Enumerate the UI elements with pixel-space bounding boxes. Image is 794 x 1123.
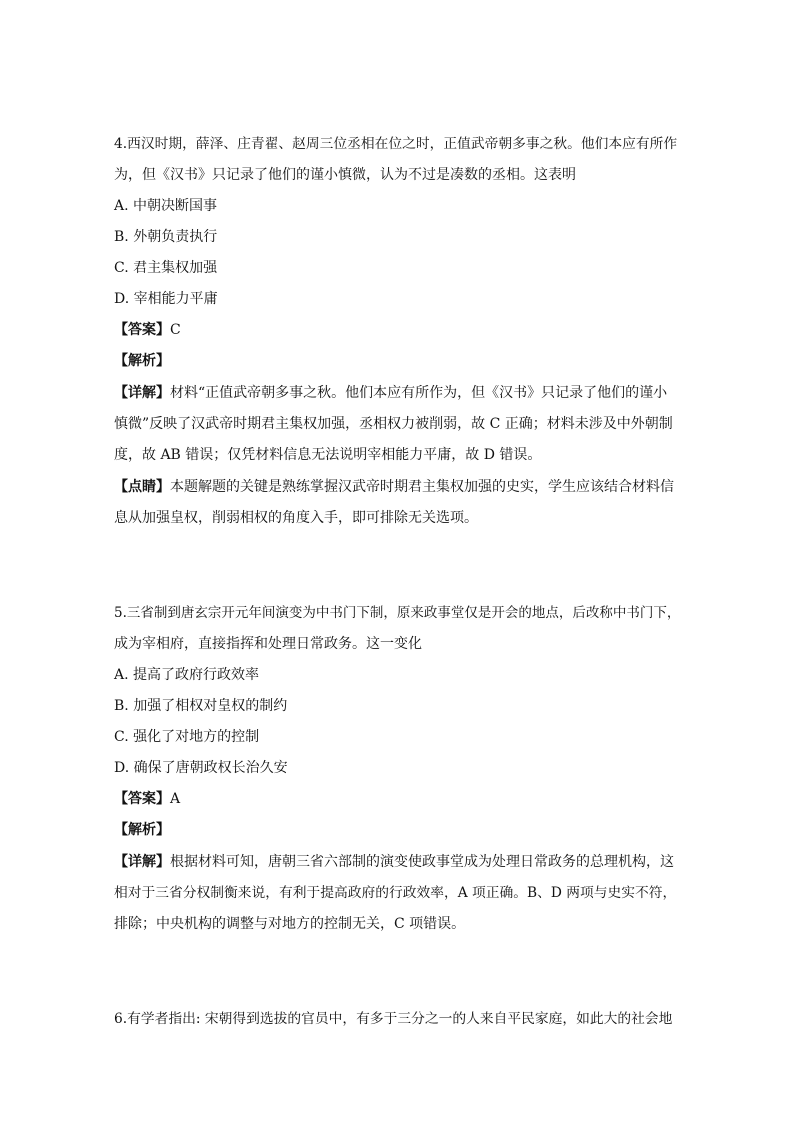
answer-tag: 【答案】 xyxy=(114,322,170,338)
analysis-tag: 【解析】 xyxy=(114,353,170,369)
q5-stem-line-1: 5.三省制到唐玄宗开元年间演变为中书门下制，原来政事堂仅是开会的地点，后改称中书门下， xyxy=(114,605,681,621)
detail-text: 根据材料可知，唐朝三省六部制的演变使政事堂成为处理日常政务的总理机构，这 xyxy=(170,854,674,870)
q5-detail-line-2: 相对于三省分权制衡来说，有利于提高政府的行政效率，A 项正确。B、D 两项与史实不符， xyxy=(114,885,677,901)
q4-option-d: D. 宰相能力平庸 xyxy=(114,291,218,307)
q4-detail-line-1 xyxy=(114,383,667,403)
q4-detail-line-2: 慎微”反映了汉武帝时期君主集权加强，丞相权力被削弱，故 C 正确；材料未涉及中外朝制 xyxy=(114,416,673,432)
q5-option-d: D. 确保了唐朝政权长治久安 xyxy=(114,760,288,776)
q5-answer xyxy=(114,789,180,809)
answer-value: A xyxy=(170,791,181,807)
detail-tag: 【详解】 xyxy=(114,854,170,870)
q4-detail-line-3: 度，故 AB 错误；仅凭材料信息无法说明宰相能力平庸，故 D 错误。 xyxy=(114,447,542,463)
q4-option-c: C. 君主集权加强 xyxy=(114,260,218,276)
q4-comment-line-2: 息从加强皇权，削弱相权的角度入手，即可排除无关选项。 xyxy=(114,510,478,526)
q4-answer xyxy=(114,320,181,340)
comment-text: 本题解题的关键是熟练掌握汉武帝时期君主集权加强的史实，学生应该结合材料信 xyxy=(170,479,674,495)
q5-analysis-tag xyxy=(114,820,170,840)
answer-value: C xyxy=(170,322,181,338)
q4-stem-line-1: 4.西汉时期，薛泽、庄青翟、赵周三位丞相在位之时，正值武帝朝多事之秋。他们本应有所作 xyxy=(114,136,678,152)
answer-tag: 【答案】 xyxy=(114,791,170,807)
q6-stem-line-1: 6.有学者指出: 宋朝得到选拔的官员中，有多于三分之一的人来自平民家庭，如此大的社会地 xyxy=(114,1011,673,1027)
q5-option-c: C. 强化了对地方的控制 xyxy=(114,729,260,745)
q4-option-a: A. 中朝决断国事 xyxy=(114,198,218,214)
q5-option-b: B. 加强了相权对皇权的制约 xyxy=(114,698,288,714)
comment-tag: 【点睛】 xyxy=(114,479,170,495)
q4-stem-line-2: 为，但《汉书》只记录了他们的谨小慎微，认为不过是凑数的丞相。这表明 xyxy=(114,167,576,183)
analysis-tag: 【解析】 xyxy=(114,822,170,838)
q5-detail-line-1 xyxy=(114,852,674,872)
q5-option-a: A. 提高了政府行政效率 xyxy=(114,667,260,683)
detail-tag: 【详解】 xyxy=(114,385,170,401)
q5-stem-line-2: 成为宰相府，直接指挥和处理日常政务。这一变化 xyxy=(114,636,422,652)
q5-detail-line-3: 排除；中央机构的调整与对地方的控制无关，C 项错误。 xyxy=(114,916,466,932)
detail-text: 材料“正值武帝朝多事之秋。他们本应有所作为，但《汉书》只记录了他们的谨小 xyxy=(170,385,668,401)
q4-comment-line-1 xyxy=(114,477,674,497)
q4-analysis-tag xyxy=(114,351,170,371)
q4-option-b: B. 外朝负责执行 xyxy=(114,229,218,245)
